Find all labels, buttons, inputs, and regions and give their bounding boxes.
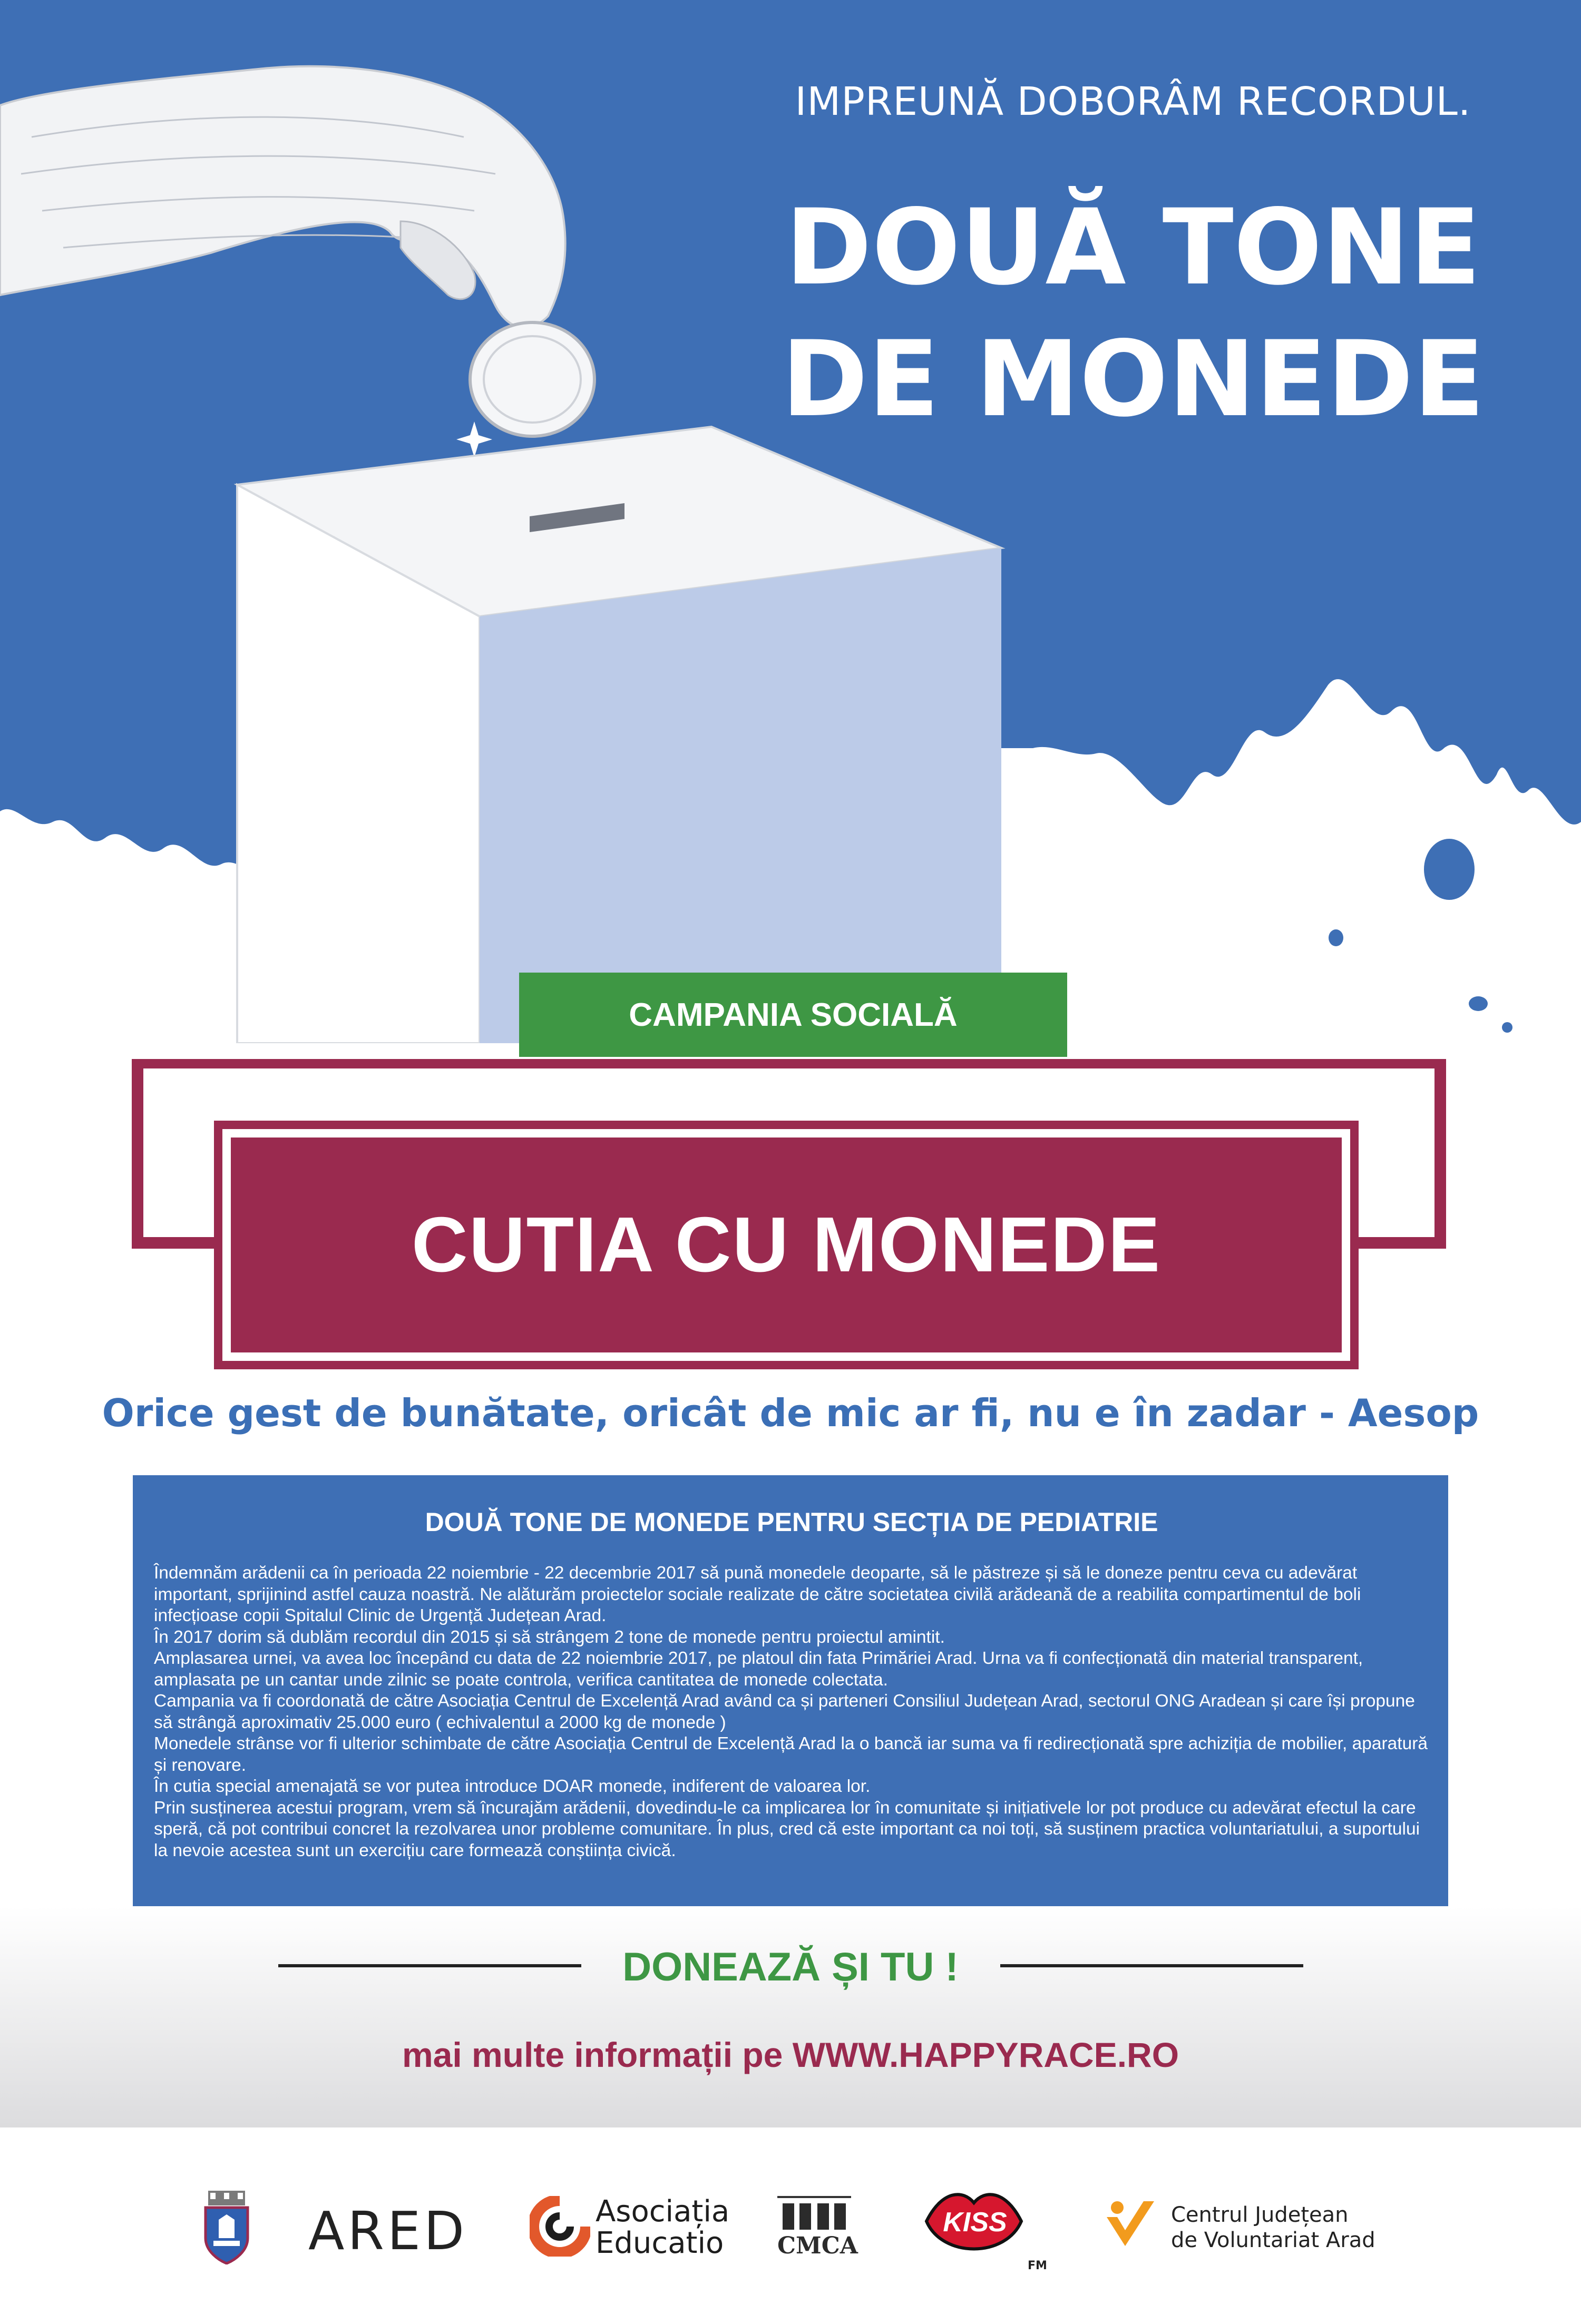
info-panel: [133, 1475, 1448, 1906]
bottom-gradient: [0, 1906, 1581, 2127]
more-info-link[interactable]: mai multe informații pe WWW.HAPPYRACE.RO: [402, 2035, 1179, 2074]
cmca-pillars-icon: [777, 2198, 851, 2230]
kiss-fm-text: FM: [1028, 2259, 1047, 2272]
headline-line-1: DOUĂ TONE: [785, 187, 1481, 308]
cmca-logo: [777, 2196, 858, 2267]
cmca-text: CMCA: [777, 2232, 858, 2259]
cjv-line-2: de Voluntariat Arad: [1171, 2228, 1375, 2252]
hero-headline: [748, 182, 1518, 445]
info-paragraph: Îndemnăm arădenii ca în perioada 22 noiembrie - 22 decembrie 2017 să pună monedele deoparte, să le păstreze și să le doneze pentru ceva cu adevărat important, sprijinind astfel cauza noastră. Ne alăturăm proiectelor sociale realizate de către societatea civilă arădeană de a reabilita compartimentul de boli infecțioase copii Spitalul Clinic de Urgență Județean Arad.: [154, 1563, 1361, 1625]
info-paragraph: Prin susținerea acestui program, vrem să încurajăm arădenii, dovedindu-le ca implicarea lor în comunitate și inițiativele lor pot produce cu adevărat efectul la care speră, că pot contribui concret la rezolvarea unor probleme comunitare. În plus, cred că este important ca noi toți, să susținem practica voluntariatului, a suportului la nevoie acestea sunt un exercițiu care formează conștiința civică.: [154, 1798, 1420, 1860]
cjv-line-1: Centrul Județean: [1171, 2203, 1349, 2227]
info-paragraph: Campania va fi coordonată de către Asociația Centrul de Excelență Arad având ca și parteneri Consiliul Județean Arad, sectorul ONG Aradean și care își propune să strângă aproximativ 25.000 euro ( echivalentul a 2000 kg de monede ): [154, 1691, 1415, 1732]
info-paragraph: În 2017 dorim să dublăm recordul din 2015 și să strângem 2 tone de monede pentru proiectul amintit.: [154, 1627, 945, 1647]
volunteer-check-icon: [1101, 2196, 1159, 2254]
info-title: DOUĂ TONE DE MONEDE PENTRU SECȚIA DE PEDIATRIE: [425, 1507, 1158, 1537]
aesop-quote: Orice gest de bunătate, oricât de mic ar fi, nu e în zadar - Aesop: [102, 1391, 1479, 1435]
partner-logos: [0, 2127, 1581, 2324]
coin: [470, 322, 594, 436]
campaign-tag: CAMPANIA SOCIALĂ: [519, 973, 1067, 1057]
donate-call-to-action: DONEAZĂ ȘI TU !: [622, 1945, 959, 1989]
educatio-swirl-icon: [530, 2196, 590, 2257]
info-paragraph: Monedele strânse vor fi ulterior schimbate de către Asociația Centrul de Excelență Arad la o bancă iar suma va fi redirecționată spre achiziția de mobilier, aparatură și renovare.: [154, 1734, 1428, 1775]
hero-illustration: [0, 0, 1581, 1043]
campaign-title: CUTIA CU MONEDE: [222, 1129, 1350, 1361]
ared-logo: ARED: [308, 2200, 468, 2262]
hero-slogan: IMPREUNĂ DOBORÂM RECORDUL.: [795, 79, 1471, 124]
educatio-logo: [596, 2196, 729, 2259]
arad-coat-of-arms-icon: [203, 2191, 250, 2264]
kiss-logo-text: KISS: [943, 2207, 1007, 2238]
educatio-line-2: Educatio: [596, 2226, 724, 2260]
info-paragraph: În cutia special amenajată se vor putea introduce DOAR monede, indiferent de valoarea lor.: [154, 1777, 871, 1796]
cjv-logo: [1171, 2202, 1375, 2253]
headline-line-2: DE MONEDE: [781, 318, 1485, 440]
educatio-line-1: Asociația: [596, 2194, 730, 2229]
donation-box: [237, 427, 1001, 1043]
info-paragraph: Amplasarea urnei, va avea loc începând cu data de 22 noiembrie 2017, pe platoul din fata Primăriei Arad. Urna va fi confecționată din material transparent, amplasata pe un cantar unde zilnic se poate controla, verifica cantitatea de monede colectata.: [154, 1649, 1363, 1690]
